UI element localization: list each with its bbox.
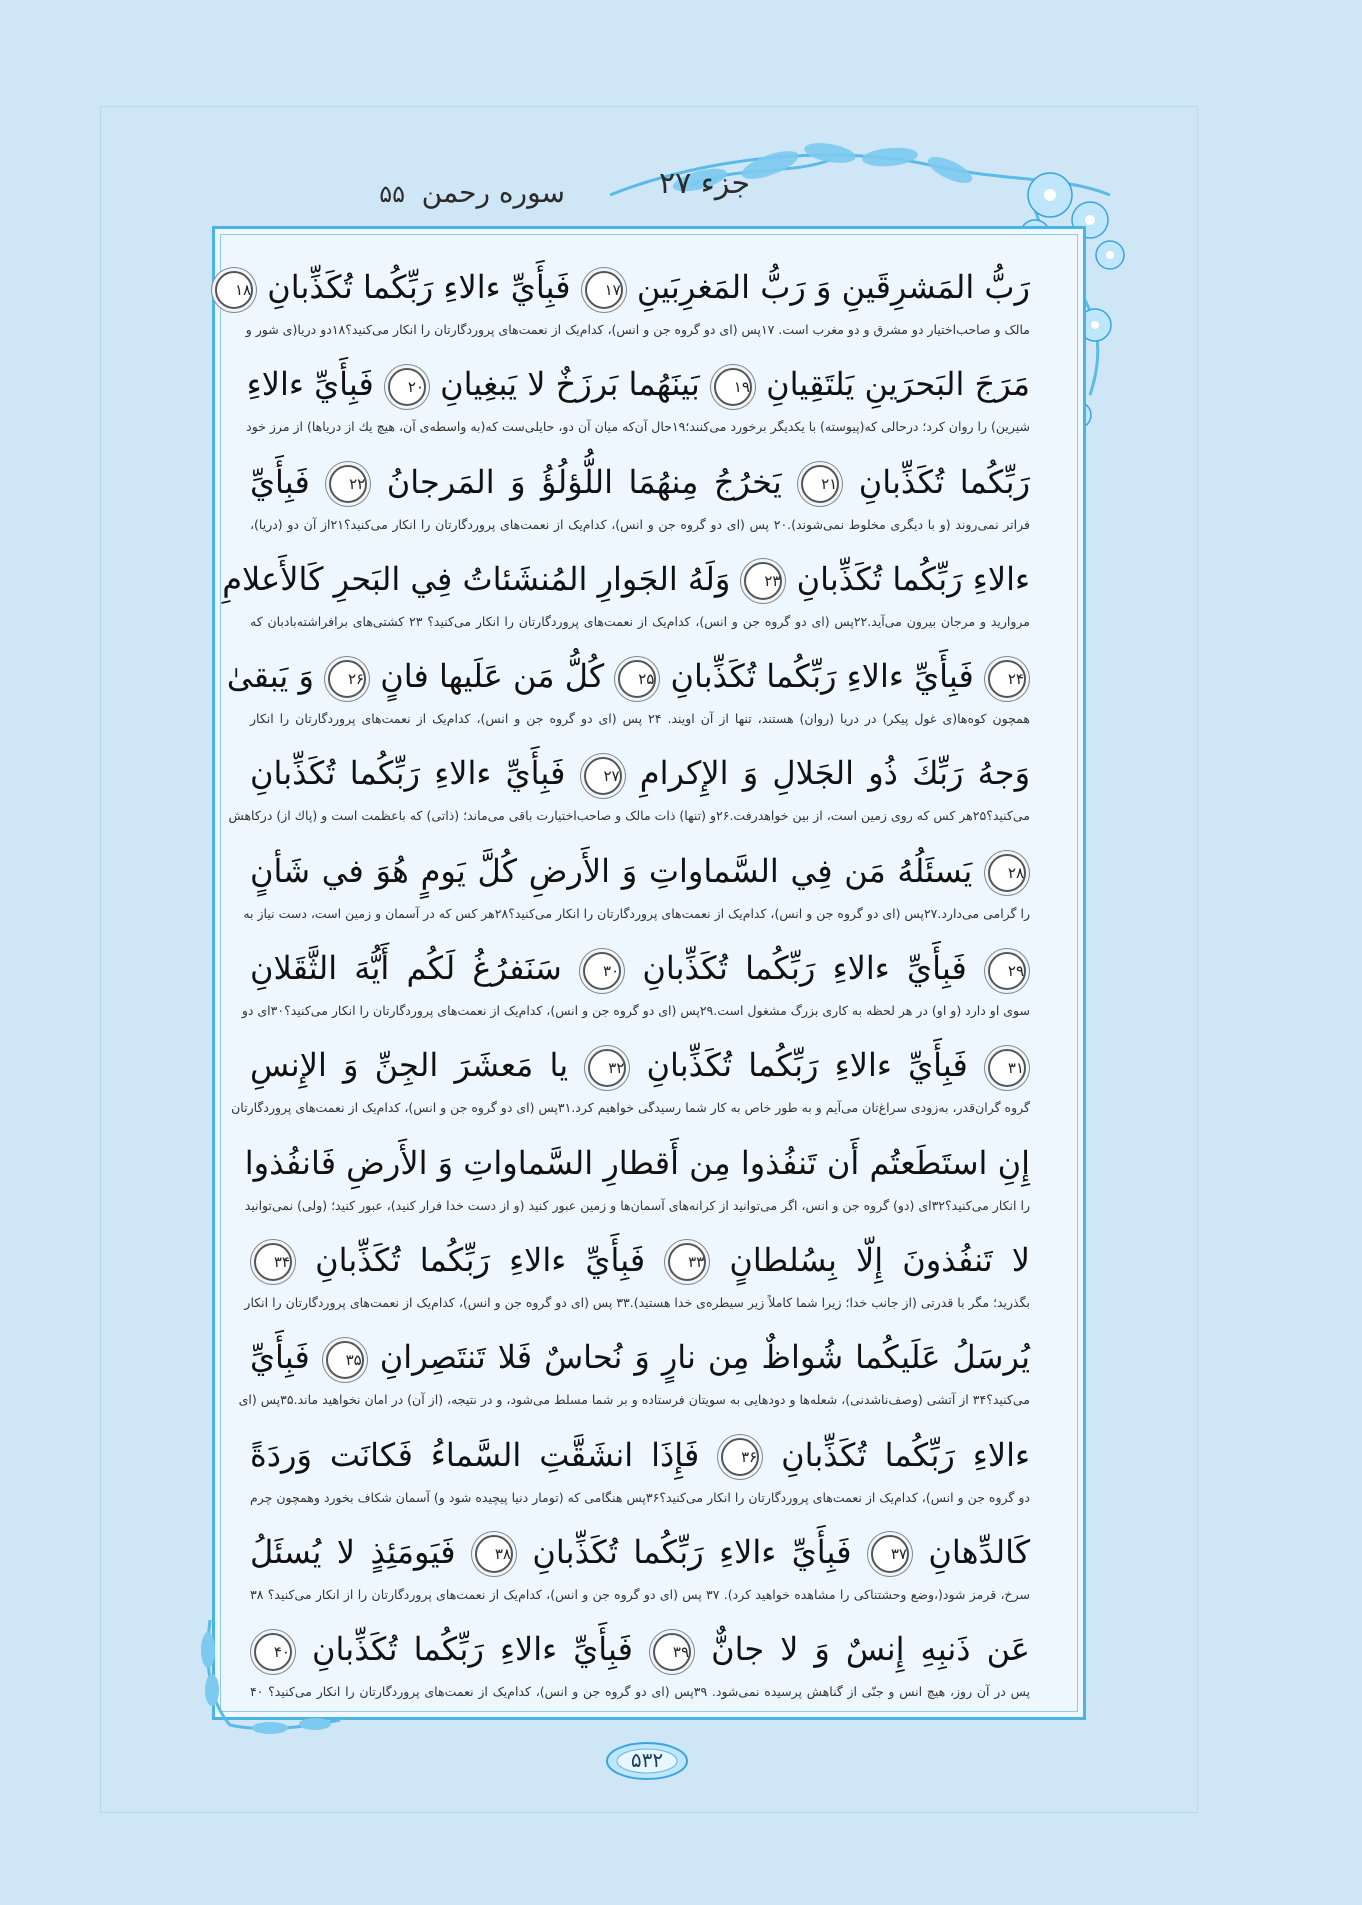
- arabic-verse-line: [244, 1131, 1030, 1195]
- arabic-text-segment: فَبِأَيِّ ءالاءِ رَبِّكُما تُكَذِّبانِ: [267, 268, 571, 306]
- ayah-number-marker: ۲۱: [801, 465, 839, 503]
- arabic-text-segment: يَسئَلُهُ مَن فِي السَّماواتِ وَ الأَرضِ كُلَّ يَومٍ هُوَ في شَأنٍ: [250, 851, 973, 890]
- persian-translation-line: گروه گران‌قدر، به‌زودی سراغ‌تان می‌آیم و به طور خاص به کار شما رسیدگی خواهیم کرد.۳۱پس (ای دو گروه جن و انس)، کدام‌یک از نعمت‌های پروردگارتان: [231, 1100, 1030, 1116]
- arabic-verse-line: [234, 255, 1030, 319]
- persian-translation-line: مالک و صاحب‌اختیار دو مشرق و دو مغرب است. ۱۷پس (ای دو گروه جن و انس)، کدام‌یک از نعمت‌های پروردگارتان را انکار می‌کنید؟۱۸دو دریا(ی شور و: [245, 322, 1030, 337]
- ayah-number-marker: ۱۸: [215, 271, 253, 309]
- arabic-text-segment: رَبُّ المَشرِقَينِ وَ رَبُّ المَغرِبَينِ: [636, 268, 1030, 306]
- surah-number: ۵۵: [379, 180, 405, 208]
- verse-block: [244, 1228, 1031, 1325]
- page-header: [370, 162, 750, 222]
- arabic-text-segment: إِنِ استَطَعتُم أَن تَنفُذوا مِن أَقطارِ السَّماواتِ وَ الأَرضِ فَانفُذوا: [244, 1143, 1030, 1182]
- verse-block: [250, 450, 1030, 547]
- arabic-verse-line: [250, 1228, 1030, 1292]
- arabic-verse-line: [222, 547, 1030, 611]
- verse-block: [238, 1325, 1031, 1422]
- persian-translation-line: شیرین) را روان کرد؛ درحالی که(پیوسته) با یکدیگر برخورد می‌کنند؛۱۹حال آن‌که میان آن دو، حایلی‌ست که(به واسطه‌ی آن، هیچ یك از دریاها) از مرز خود: [246, 419, 1030, 435]
- ayah-number-marker: ۳۴: [254, 1243, 292, 1281]
- arabic-verse-line: [250, 1520, 1030, 1584]
- arabic-text-segment: فَإِذَا انشَقَّتِ السَّماءُ فَكانَت وَردَةً: [250, 1435, 700, 1474]
- verse-block: [226, 644, 1030, 741]
- ayah-number-marker: ۲۹: [988, 952, 1026, 990]
- persian-translation-line: می‌کنید؟۲۵هر کس که روی زمین است، از بین خواهدرفت.۲۶و (تنها) ذات مالک و صاحب‌اختیارت باقی می‌ماند؛ (ذاتی) که باعظمت است و (پاك از) درکاهش: [228, 808, 1030, 824]
- verse-block: [250, 1520, 1030, 1617]
- arabic-text-segment: فَبِأَيِّ ءالاءِ: [246, 365, 374, 404]
- ayah-number-marker: ۳۳: [668, 1243, 706, 1281]
- persian-translation-line: سوی او دارد (و او) در هر لحظه به کاری بزرگ مشغول است.۲۹پس (ای دو گروه جن و انس)، کدام‌یک از نعمت‌های پروردگارتان را انکار می‌کنید؟۳۰ای دو: [241, 1003, 1030, 1019]
- persian-translation-line: دو گروه جن و انس)، کدام‌یک از نعمت‌های پروردگارتان را انکار می‌کنید؟۳۶پس هنگامی که (تومار دنیا پیچیده شود و) آسمان شکاف بخورد وهمچون چرم: [250, 1489, 1030, 1505]
- ayah-number-marker: ۳۰: [583, 952, 621, 990]
- arabic-text-segment: يَخرُجُ مِنهُمَا اللُّؤلُؤُ وَ المَرجانُ: [386, 462, 782, 501]
- ayah-number-marker: ۲۸: [988, 854, 1026, 892]
- arabic-verse-line: [250, 1033, 1030, 1097]
- ayah-number-marker: ۳۷: [871, 1535, 909, 1573]
- arabic-text-segment: كُلُّ مَن عَلَيها فانٍ: [380, 657, 605, 696]
- ayah-number-marker: ۲۴: [988, 660, 1026, 698]
- ayah-number-marker: ۳۸: [475, 1535, 513, 1573]
- arabic-verse-line: [250, 1617, 1030, 1681]
- arabic-text-segment: فَبِأَيِّ ءالاءِ رَبِّكُما تُكَذِّبانِ: [532, 1532, 852, 1571]
- arabic-text-segment: رَبِّكُما تُكَذِّبانِ: [858, 462, 1031, 501]
- persian-translation-line: فراتر نمی‌روند (و با دیگری مخلوط نمی‌شوند).۲۰ پس (ای دو گروه جن و انس)، کدام‌یک از نعمت‌های پروردگارتان را انکار می‌کنید؟۲۱از آن دو (دریا)،: [250, 516, 1030, 532]
- persian-translation-line: بگذرید؛ مگر با قدرتی (از جانب خدا؛ زیرا شما کاملاً زیر سیطره‌ی خدا هستید).۳۳ پس (ای دو گروه جن و انس)، کدام‌یک از نعمت‌های پروردگارتان را انکار: [244, 1294, 1030, 1310]
- arabic-text-segment: كَالدِّهانِ: [928, 1532, 1031, 1571]
- arabic-text-segment: فَبِأَيِّ: [250, 1338, 310, 1377]
- persian-translation-line: را انکار می‌کنید؟۳۲ای (دو) گروه جن و انس، اگر می‌توانید از کرانه‌های آسمان‌ها و زمین عبور کنید (و از دست خدا فرار کنید)، عبور کنید؛ (ولی) نمی‌توانید: [244, 1197, 1030, 1213]
- arabic-text-segment: سَنَفرُغُ لَكُم أَيُّهَ الثَّقَلانِ: [250, 949, 562, 988]
- ayah-number-marker: ۳۲: [588, 1049, 626, 1087]
- verse-block: [222, 547, 1031, 644]
- ayah-number-marker: ۳۱: [988, 1049, 1026, 1087]
- verse-block: [228, 741, 1031, 838]
- verse-block: [234, 255, 1030, 352]
- arabic-text-segment: عَن ذَنبِهِ إِنسٌ وَ لا جانٌّ: [711, 1630, 1031, 1669]
- verse-block: [243, 839, 1030, 936]
- verse-block: [250, 1617, 1030, 1714]
- verse-block: [231, 1033, 1030, 1130]
- ayah-number-marker: ۱۷: [585, 271, 623, 309]
- arabic-text-segment: فَبِأَيِّ: [250, 462, 310, 501]
- arabic-verse-line: [250, 1423, 1030, 1487]
- arabic-text-segment: فَبِأَيِّ ءالاءِ رَبِّكُما تُكَذِّبانِ: [315, 1240, 646, 1279]
- arabic-text-segment: فَبِأَيِّ ءالاءِ رَبِّكُما تُكَذِّبانِ: [642, 949, 967, 988]
- arabic-text-segment: وَجهُ رَبِّكَ ذُو الجَلالِ وَ الإِكرامِ: [639, 754, 1031, 793]
- ayah-number-marker: ۲۷: [584, 757, 622, 795]
- arabic-text-segment: ءالاءِ رَبِّكُما تُكَذِّبانِ: [781, 1435, 1031, 1474]
- arabic-text-segment: وَلَهُ الجَوارِ المُنشَئاتُ فِي البَحرِ كَالأَعلامِ: [222, 559, 731, 598]
- arabic-text-segment: فَيَومَئِذٍ لا يُسئَلُ: [250, 1532, 456, 1571]
- arabic-text-segment: فَبِأَيِّ ءالاءِ رَبِّكُما تُكَذِّبانِ: [646, 1046, 968, 1085]
- arabic-text-segment: بَينَهُما بَرزَخٌ لا يَبغِيانِ: [440, 365, 700, 404]
- floral-corner-icon: [190, 1610, 350, 1740]
- ayah-number-marker: ۳۹: [653, 1633, 691, 1671]
- verse-block: [244, 1131, 1030, 1228]
- ayah-number-marker: ۴۰: [254, 1633, 292, 1671]
- ayah-number-marker: ۲۰: [388, 368, 426, 406]
- persian-translation-line: را گرامی می‌دارد.۲۷پس (ای دو گروه جن و انس)، کدام‌یک از نعمت‌های پروردگارتان را انکار می‌کنید؟۲۸هر کس که در آسمان و زمین است، دست نیاز به: [243, 905, 1030, 921]
- page-number: ۵۳۲: [630, 1748, 664, 1772]
- surah-name: سوره رحمن: [421, 176, 565, 209]
- verse-block: [241, 936, 1030, 1033]
- juz-label: جزء ۲۷: [659, 166, 750, 201]
- arabic-verse-line: [250, 936, 1030, 1000]
- arabic-text-segment: فَبِأَيِّ ءالاءِ رَبِّكُما تُكَذِّبانِ: [250, 754, 566, 793]
- arabic-verse-line: [250, 741, 1030, 805]
- ayah-number-marker: ۳۶: [721, 1438, 759, 1476]
- arabic-text-segment: فَبِأَيِّ ءالاءِ رَبِّكُما تُكَذِّبانِ: [670, 657, 974, 696]
- arabic-text-segment: وَ يَبقىٰ: [226, 657, 314, 696]
- ayah-number-marker: ۲۲: [329, 465, 367, 503]
- persian-translation-line: همچون کوه‌ها(ی غول پیکر) در دریا (روان) هستند، تنها از آن اویند. ۲۴ پس (ای دو گروه جن و انس)، کدام‌یک از نعمت‌های پروردگارتان را انکار: [250, 711, 1030, 727]
- ayah-number-marker: ۳۵: [326, 1341, 364, 1379]
- arabic-verse-line: [226, 644, 1030, 708]
- arabic-verse-line: [246, 352, 1030, 416]
- arabic-text-segment: فَبِأَيِّ ءالاءِ رَبِّكُما تُكَذِّبانِ: [312, 1630, 633, 1669]
- verse-block: [246, 352, 1030, 449]
- arabic-text-segment: مَرَجَ البَحرَينِ يَلتَقِيانِ: [766, 365, 1030, 404]
- persian-translation-line: پس در آن روز، هیچ انس و جنّی از گناهش پرسیده نمی‌شود. ۳۹پس (ای دو گروه جن و انس)، کدام‌یک از نعمت‌های پروردگارتان را انکار می‌کنید؟ ۴۰: [250, 1684, 1030, 1700]
- persian-translation-line: مروارید و مرجان بیرون می‌آید.۲۲پس (ای دو گروه جن و انس)، کدام‌یک از نعمت‌های پروردگارتان را انکار می‌کنید؟ ۲۳ کشتی‌های برافراشته‌بادبان که: [250, 613, 1031, 629]
- persian-translation-line: می‌کنید؟۳۴ از آتشی (وصف‌ناشدنی)، شعله‌ها و دودهایی به سویتان فرستاده و بر شما مسلط می‌شود، و در نتیجه، (از آن) در امان نخواهید ماند.۳۵پس (ای: [238, 1392, 1030, 1408]
- arabic-text-segment: يُرسَلُ عَلَيكُما شُواظٌ مِن نارٍ وَ نُحاسٌ فَلا تَنتَصِرانِ: [379, 1338, 1031, 1377]
- arabic-verse-line: [250, 839, 1030, 903]
- ayah-number-marker: ۲۵: [618, 660, 656, 698]
- ayah-number-marker: ۲۶: [328, 660, 366, 698]
- arabic-text-segment: ءالاءِ رَبِّكُما تُكَذِّبانِ: [796, 559, 1030, 598]
- arabic-verse-line: [250, 1325, 1030, 1389]
- arabic-text-segment: لا تَنفُذونَ إِلّا بِسُلطانٍ: [729, 1240, 1031, 1279]
- ayah-number-marker: ۲۳: [744, 562, 782, 600]
- persian-translation-line: سرخ، قرمز شود(،وضع وحشتناکی را مشاهده خواهید کرد). ۳۷ پس (ای دو گروه جن و انس)، کدام‌یک از نعمت‌های پروردگارتان را از انکار می‌کنید؟ ۳۸: [250, 1586, 1030, 1602]
- arabic-verse-line: [250, 450, 1030, 514]
- verse-block: [250, 1423, 1030, 1520]
- ayah-number-marker: ۱۹: [714, 368, 752, 406]
- quran-text-area: [222, 255, 1031, 1714]
- arabic-text-segment: يا مَعشَرَ الجِنِّ وَ الإِنسِ: [250, 1046, 569, 1085]
